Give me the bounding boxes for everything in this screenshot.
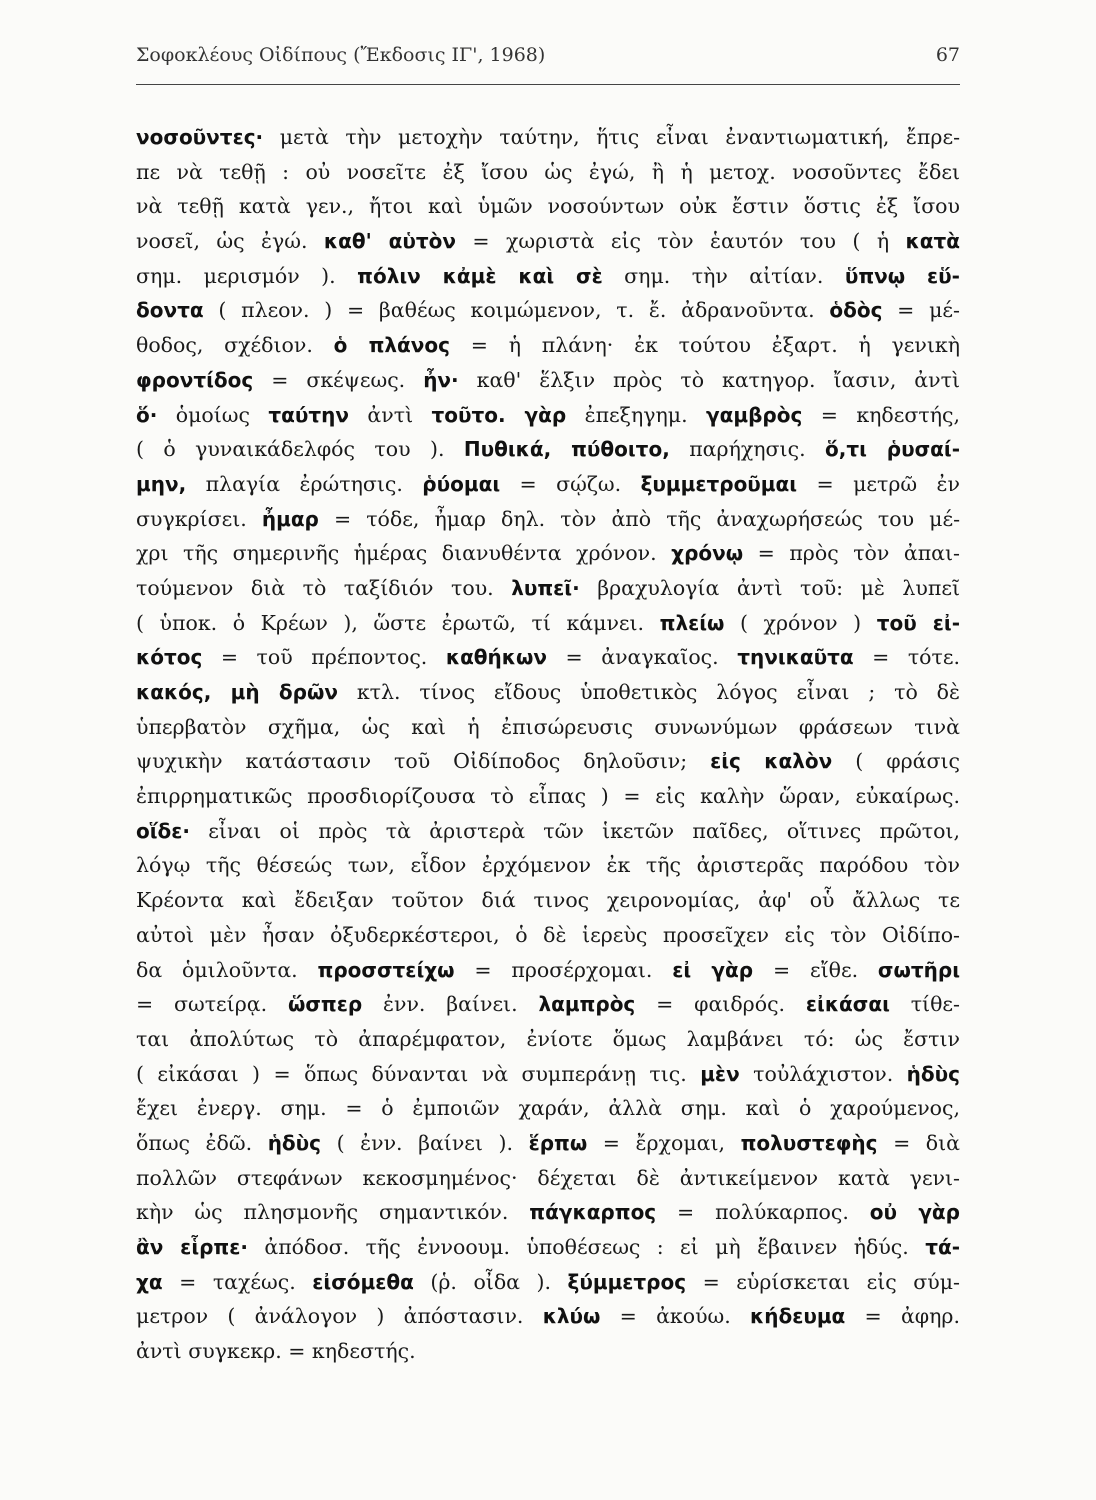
lemma-term: κλύω [542,1304,601,1329]
gloss-text: = ἀναγκαῖος. [547,645,738,670]
gloss-text: αὐτοὶ μὲν ἦσαν ὀξυδερκέστεροι, ὁ δὲ ἱερεὺς προσεῖχεν εἰς τὸν Οἰδίπο- [136,922,960,947]
lemma-term: τηνικαῦτα [737,645,854,670]
text-line [136,432,960,467]
lemma-term: ἕρπω [528,1130,588,1155]
lemma-term: πολυστεφὴς [740,1130,878,1155]
text-line [136,1299,960,1334]
lemma-term: ἂν εἷρπε· [136,1235,248,1259]
header-rule [136,84,960,85]
text-line [136,1265,960,1300]
lemma-term: ξυμμετροῦμαι [640,471,798,496]
gloss-text: πολλῶν στεφάνων κεκοσμημένος· δέχεται δὲ ἀντικείμενον κατὰ γενι- [136,1165,960,1190]
lemma-term: εἰσόμεθα [312,1269,414,1294]
gloss-text: τοὐλάχιστον. [739,1061,907,1086]
gloss-text: ἀντὶ συγκεκρ. = κηδεστής. [136,1339,416,1364]
lemma-term: κακός, μὴ δρῶν [136,680,338,704]
lemma-term: ῥύομαι [422,471,501,496]
lemma-term: κότος [136,645,203,670]
gloss-text: μετρον ( ἀνάλογον ) ἀπόστασιν. [136,1304,543,1329]
gloss-text: = σκέψεως. [253,367,424,392]
text-line [136,502,960,537]
text-line [136,363,960,398]
gloss-text: ψυχικὴν κατάστασιν τοῦ Οἰδίποδος δηλοῦσιν; [136,749,711,774]
gloss-text: = φαιδρός. [635,992,806,1017]
text-line [136,1195,960,1230]
page-number: 67 [935,44,960,66]
gloss-text: κὴν ὡς πλησμονῆς σημαντικόν. [136,1200,530,1225]
gloss-text: βραχυλογία ἀντὶ τοῦ: μὲ λυπεῖ [579,575,961,600]
gloss-text: ὑπερβατὸν σχῆμα, ὡς καὶ ἡ ἐπισώρευσις συνωνύμων φράσεων τινὰ [136,714,960,739]
gloss-text: = διὰ [877,1130,961,1155]
lemma-term: τοῦ εἰ- [876,610,960,635]
text-line [136,883,960,918]
lemma-term: ἦμαρ [261,506,319,531]
gloss-text: ὁμοίως [157,402,269,427]
lemma-term: ταύτην [268,402,350,427]
lemma-term: δοντα [136,298,204,323]
gloss-text: χρι τῆς σημερινῆς ἡμέρας διανυθέντα χρόνον. [136,541,672,566]
text-line [136,1091,960,1126]
gloss-text: δα ὁμιλοῦντα. [136,957,318,982]
text-line [136,987,960,1022]
gloss-text: = ταχέως. [162,1269,313,1294]
lemma-term: ἡδὺς [267,1130,322,1155]
text-line [136,710,960,745]
gloss-text: = κηδεστής, [802,402,960,427]
gloss-text: = προσέρχομαι. [454,957,673,982]
gloss-text: ἐπιρρηματικῶς προσδιορίζουσα τὸ εἶπας ) = εἰς καλὴν ὥραν, εὐκαίρως. [136,784,960,809]
gloss-text: συγκρίσει. [136,506,262,531]
text-line [136,328,960,363]
text-line [136,536,960,571]
lemma-term: σωτῆρι [877,957,960,982]
lemma-term: ἡδὺς [906,1061,960,1086]
text-line [136,918,960,953]
gloss-text: = ἀφηρ. [845,1304,960,1329]
lemma-term: ἦν· [423,367,459,392]
gloss-text: νοσεῖ, ὡς ἐγώ. [136,229,324,254]
text-line [136,1230,960,1265]
lemma-term: ὅ· [136,402,158,427]
gloss-text: = ἡ πλάνη· ἐκ τούτου ἐξαρτ. ἡ γενικὴ [450,333,961,358]
lemma-term: ὅ,τι ῥυσαί- [825,437,960,462]
gloss-text: = ἔρχομαι, [587,1130,741,1155]
gloss-text: εἶναι οἱ πρὸς τὰ ἀριστερὰ τῶν ἱκετῶν παῖδες, οἵτινες πρῶτοι, [190,818,960,843]
text-line [136,744,960,779]
lemma-term: τά- [925,1235,960,1259]
gloss-text: θοδος, σχέδιον. [136,333,334,358]
text-line [136,259,960,294]
text-line [136,779,960,814]
lemma-term: οὐ γὰρ [869,1200,960,1225]
gloss-text: ( πλεον. ) = βαθέως κοιμώμενον, τ. ἔ. ἀδρανοῦντα. [203,298,830,323]
gloss-text: = πρὸς τὸν ἀπαι- [743,541,960,566]
text-line [136,398,960,433]
lemma-term: πάγκαρπος [529,1200,657,1225]
text-line [136,224,960,259]
gloss-text: νὰ τεθῇ κατὰ γεν., ἤτοι καὶ ὑμῶν νοσούντων οὐκ ἔστιν ὅστις ἐξ ἴσου [136,194,960,219]
gloss-text: σημ. τὴν αἰτίαν. [602,263,845,288]
lemma-term: νοσοῦντες· [136,125,264,149]
gloss-text: ( εἰκάσαι ) = ὅπως δύνανται νὰ συμπεράνῃ τις. [136,1061,701,1086]
gloss-text: ( φράσις [832,749,960,774]
gloss-text: = πολύκαρπος. [656,1200,870,1225]
lemma-term: οἵδε· [136,818,191,843]
gloss-text: ( ὁ γυναικάδελφός του ). [136,437,464,462]
text-line [136,1334,960,1369]
lemma-term: καθήκων [445,645,548,670]
gloss-text: Κρέοντα καὶ ἔδειξαν τοῦτον διά τινος χειρονομίας, ἀφ' οὗ ἄλλως τε [136,888,960,913]
lemma-term: γαμβρὸς [706,402,803,427]
gloss-text: = ἀκούω. [600,1304,751,1329]
lemma-term: ὕπνῳ εὕ- [844,263,960,288]
gloss-text: λόγῳ τῆς θέσεώς των, εἶδον ἐρχόμενον ἐκ τῆς ἀριστερᾶς παρόδου τὸν [136,853,960,878]
lemma-term: εἰς καλὸν [710,749,833,774]
gloss-text: σημ. μερισμόν ). [136,263,358,288]
gloss-text: = τοῦ πρέποντος. [202,645,446,670]
text-line [136,606,960,641]
lemma-term: μὲν [700,1061,740,1086]
text-line [136,814,960,849]
text-line [136,1161,960,1196]
gloss-text: = σῴζω. [500,471,641,496]
gloss-text: ται ἀπολύτως τὸ ἀπαρέμφατον, ἐνίοτε ὅμως λαμβάνει τό: ὡς ἔστιν [136,1026,960,1051]
lemma-term: λυπεῖ· [511,575,580,600]
gloss-text: ( ἐνν. βαίνει ). [321,1130,529,1155]
lemma-term: χα [136,1269,163,1294]
gloss-text: ἀπόδοσ. τῆς ἐννοουμ. ὑποθέσεως : εἰ μὴ ἔβαινεν ἡδύς. [247,1235,926,1259]
lemma-term: προσστείχω [317,957,455,982]
lemma-term: τοῦτο. γὰρ [431,402,567,427]
text-line [136,1057,960,1092]
text-line [136,1126,960,1161]
gloss-text: = εἴθε. [753,957,878,982]
lemma-term: εἰκάσαι [805,992,890,1017]
lemma-term: φροντίδος [136,367,254,392]
gloss-text: καθ' ἕλξιν πρὸς τὸ κατηγορ. ἴασιν, ἀντὶ [458,367,960,392]
running-title: Σοφοκλέους Οἰδίπους (Ἔκδοσις ΙΓ', 1968) [136,44,546,66]
text-line [136,571,960,606]
text-line [136,675,960,710]
lemma-term: πλείω [659,610,725,635]
text-line [136,640,960,675]
lemma-term: μην, [136,471,187,496]
gloss-text: παρήχησις. [669,437,826,462]
lemma-term: πόλιν κἀμὲ καὶ σὲ [357,263,603,288]
gloss-text: ἐνν. βαίνει. [362,992,539,1017]
gloss-text: μετὰ τὴν μετοχὴν ταύτην, ἥτις εἶναι ἐναντιωματική, ἔπρε- [263,125,960,149]
gloss-text: = τότε. [853,645,961,670]
text-line [136,189,960,224]
gloss-text: = τόδε, ἦμαρ δηλ. τὸν ἀπὸ τῆς ἀναχωρήσεώς του μέ- [318,506,960,531]
lemma-term: Πυθικά, πύθοιτο, [463,437,670,462]
lemma-term: ξύμμετρος [567,1269,687,1294]
gloss-text: = χωριστὰ εἰς τὸν ἑαυτόν του ( ἡ [455,229,906,254]
gloss-text: κτλ. τίνος εἴδους ὑποθετικὸς λόγος εἶναι ; τὸ δὲ [338,680,961,704]
gloss-text: = σωτείρᾳ. [136,992,288,1017]
lemma-term: καθ' αὑτὸν [323,229,456,254]
lemma-term: λαμπρὸς [538,992,636,1017]
lemma-term: εἰ γὰρ [672,957,754,982]
page-header [136,44,960,66]
gloss-text: = μετρῶ ἐν [797,471,960,496]
gloss-text: = μέ- [882,298,960,323]
text-line [136,120,960,155]
lemma-term: κήδευμα [750,1304,846,1329]
text-line [136,293,960,328]
text-line [136,953,960,988]
gloss-text: ἐπεξηγημ. [566,402,707,427]
gloss-text: ἀντὶ [349,402,432,427]
text-line [136,848,960,883]
commentary-text [136,120,960,1369]
text-line [136,467,960,502]
gloss-text: πλαγία ἐρώτησις. [186,471,423,496]
lemma-term: χρόνῳ [671,541,744,566]
gloss-text: πε νὰ τεθῇ : οὐ νοσεῖτε ἐξ ἴσου ὡς ἐγώ, ἢ ἡ μετοχ. νοσοῦντες ἔδει [136,159,960,184]
text-line [136,155,960,190]
gloss-text: ( χρόνον ) [724,610,877,635]
gloss-text: τούμενον διὰ τὸ ταξίδιόν του. [136,575,512,600]
gloss-text: = εὑρίσκεται εἰς σύμ- [686,1269,960,1294]
lemma-term: ὁ πλάνος [333,333,451,358]
text-line [136,1022,960,1057]
gloss-text: τίθε- [889,992,960,1017]
lemma-term: ὥσπερ [287,992,363,1017]
lemma-term: κατὰ [905,229,960,254]
gloss-text: (ῥ. οἶδα ). [413,1269,568,1294]
gloss-text: ( ὑποκ. ὁ Κρέων ), ὥστε ἐρωτῶ, τί κάμνει. [136,610,660,635]
gloss-text: ὅπως ἐδῶ. [136,1130,268,1155]
gloss-text: ἔχει ἐνεργ. σημ. = ὁ ἐμποιῶν χαράν, ἀλλὰ σημ. καὶ ὁ χαρούμενος, [136,1096,960,1121]
lemma-term: ὁδὸς [829,298,883,323]
